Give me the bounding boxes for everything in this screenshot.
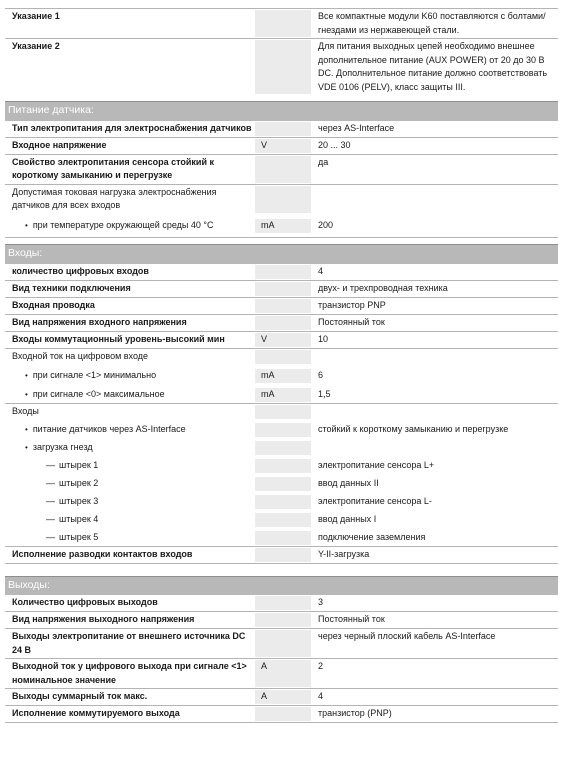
spec-unit [255,495,311,509]
note-row [5,39,558,95]
spec-row [5,385,558,404]
spec-label: — штырек 1 [46,460,98,470]
spec-label: Выходной ток у цифрового выхода при сигнале <1> номинальное значение [12,661,247,685]
spec-unit: mA [255,388,311,402]
spec-label: Входное напряжение [12,139,107,150]
spec-unit [255,477,311,491]
spec-value: 20 ... 30 [318,139,351,150]
spec-value: 1,5 [318,388,331,399]
spec-label: Входы [12,405,39,416]
spec-row [5,121,558,138]
unit-cell [255,40,311,94]
spec-label: Входы коммутационный уровень-высокий мин [12,333,225,344]
section-header-inputs: Входы: [5,244,558,264]
spec-row [5,659,558,689]
unit-cell [255,10,311,37]
spec-value: транзистор PNP [318,299,386,310]
spec-row [5,215,558,238]
spec-label: Вид напряжения входного напряжения [12,316,187,327]
spec-label: Выходы суммарный ток макс. [12,691,148,702]
section-header-sensor-supply: Питание датчика: [5,101,558,121]
spec-row [5,612,558,629]
spec-label: • загрузка гнезд [25,442,93,452]
spec-unit [255,596,311,610]
spec-label: Вид напряжения выходного напряжения [12,614,195,625]
note-value: Для питания выходных цепей необходимо внешнее дополнительное питание (AUX POWER) от 20 до 30 В DC. Дополнительное питание должно соответствовать VDE 0106 (PELV), класс защиты III. [318,41,548,92]
spec-row [5,475,558,493]
spec-value: 6 [318,369,324,380]
spec-unit [255,707,311,721]
spec-row [5,689,558,706]
spec-label: — штырек 3 [46,496,98,506]
spec-unit: V [255,139,311,153]
spec-value: 4 [318,691,324,702]
spec-unit [255,186,311,213]
spec-value: через черный плоский кабель AS-Interface [318,631,496,642]
spec-row [5,511,558,529]
spec-unit [255,613,311,627]
spec-row [5,547,558,564]
spec-unit [255,122,311,136]
spec-value: 3 [318,597,324,608]
spec-label: Входная проводка [12,299,95,310]
spec-value [311,350,558,364]
spec-label: Количество цифровых выходов [12,597,158,608]
spec-unit [255,350,311,364]
spec-row [5,529,558,547]
note-value: Все компактные модули K60 поставляются с болтами/гнездами из нержавеющей стали. [318,11,546,35]
spec-label: Свойство электропитания сенсора стойкий к короткому замыканию и перегрузке [12,156,214,181]
spec-row [5,595,558,612]
spec-value: подключение заземления [318,531,426,542]
spec-unit [255,459,311,473]
spec-value: транзистор (PNP) [318,708,392,719]
spec-unit: A [255,660,311,687]
spec-row [5,298,558,315]
spec-label: — штырек 5 [46,532,98,542]
spec-unit [255,441,311,455]
spec-unit [255,282,311,296]
spec-row [5,185,558,215]
spec-unit [255,630,311,657]
spec-label: Тип электропитания для электроснабжения датчиков [12,122,252,133]
spec-label: Допустимая токовая нагрузка электроснабжения датчиков для всех входов [12,186,217,211]
spec-unit [255,405,311,419]
spec-unit [255,548,311,562]
spec-label: Выходы электропитание от внешнего источника DC 24 В [12,631,246,655]
spec-value [311,441,558,455]
spec-label: • питание датчиков через AS-Interface [25,424,186,434]
spec-label: — штырек 4 [46,514,98,524]
spec-unit: V [255,333,311,347]
spec-document [5,8,558,723]
spec-row [5,366,558,385]
spec-label: • при сигнале <0> максимальное [25,389,165,399]
spec-unit [255,156,311,183]
spec-unit: mA [255,369,311,383]
spec-value: Y-II-загрузка [318,548,370,559]
note-label: Указание 1 [12,11,60,21]
spec-unit [255,513,311,527]
spec-row [5,332,558,349]
spec-unit: A [255,690,311,704]
spec-value: да [318,156,329,167]
spec-label: Вид техники подключения [12,282,131,293]
spec-label: количество цифровых входов [12,265,149,276]
spec-unit [255,316,311,330]
spec-unit: mA [255,219,311,233]
spec-label: • при температуре окружающей среды 40 °C [25,220,213,230]
spec-row [5,706,558,723]
spec-label: • при сигнале <1> минимально [25,370,156,380]
spec-row [5,629,558,659]
spec-value: 2 [318,661,324,672]
spec-label: Исполнение коммутируемого выхода [12,708,180,719]
spec-value: Постоянный ток [318,316,385,327]
spec-unit [255,299,311,313]
spec-value: через AS-Interface [318,122,395,133]
spec-row [5,404,558,421]
spec-row [5,457,558,475]
spec-row [5,439,558,457]
spec-value [311,405,558,419]
spec-value: 10 [318,333,329,344]
note-row [5,8,558,39]
spec-row [5,281,558,298]
spec-value: электропитание сенсора L+ [318,459,435,470]
spec-value: 200 [318,219,334,230]
spec-row [5,155,558,185]
spec-unit [255,423,311,437]
spec-label: Входной ток на цифровом входе [12,350,149,361]
spec-row [5,493,558,511]
spec-value: Постоянный ток [318,614,385,625]
spec-value: ввод данных I [318,513,377,524]
spec-label: — штырек 2 [46,478,98,488]
spec-value: стойкий к короткому замыканию и перегрузке [318,423,509,434]
spec-value: ввод данных II [318,477,379,488]
spec-label: Исполнение разводки контактов входов [12,548,193,559]
spec-unit [255,265,311,279]
spec-value: электропитание сенсора L- [318,495,432,506]
spec-value [311,186,558,213]
spec-row [5,349,558,366]
spec-row [5,421,558,439]
section-header-outputs: Выходы: [5,576,558,596]
spec-row [5,315,558,332]
spec-value: двух- и трехпроводная техника [318,282,448,293]
spec-row [5,138,558,155]
spec-row [5,264,558,281]
note-label: Указание 2 [12,41,60,51]
spec-value: 4 [318,265,324,276]
spec-unit [255,531,311,545]
